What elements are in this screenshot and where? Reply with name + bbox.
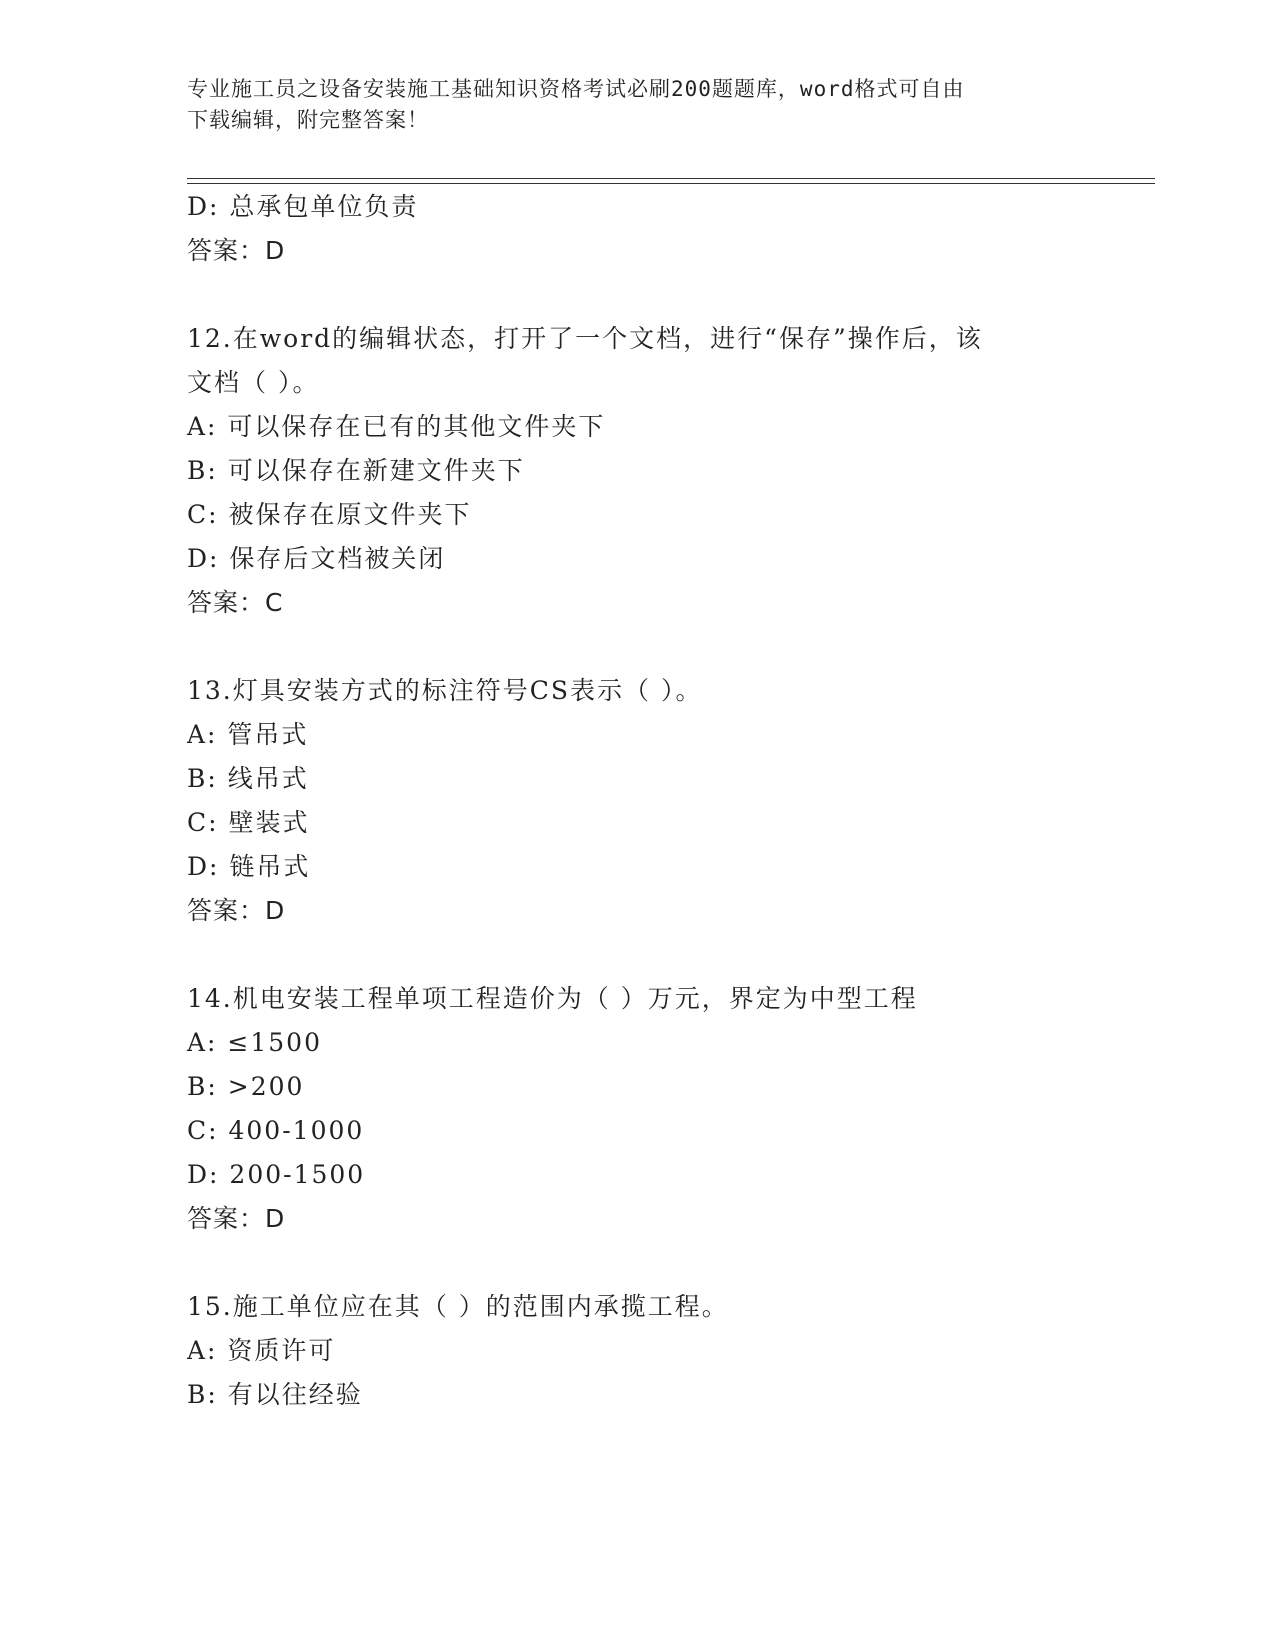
option-b: B: 线吊式 <box>187 764 309 793</box>
answer: 答案：C <box>187 588 284 617</box>
question-stem: 13.灯具安装方式的标注符号CS表示（ ）。 <box>187 676 703 705</box>
question-stem: 14.机电安装工程单项工程造价为（ ）万元，界定为中型工程 <box>187 984 918 1013</box>
answer: 答案：D <box>187 236 286 265</box>
document-header <box>187 74 1087 136</box>
option-b: B: >200 <box>187 1072 305 1101</box>
option-a: A: 资质许可 <box>187 1336 336 1365</box>
header-line-1: 专业施工员之设备安装施工基础知识资格考试必刷200题题库，word格式可自由 <box>187 77 965 101</box>
option-c: C: 400-1000 <box>187 1116 365 1145</box>
header-divider-bottom <box>187 183 1155 184</box>
question-stem-continued: 文档（ ）。 <box>187 368 320 397</box>
option-c: C: 壁装式 <box>187 808 310 837</box>
option-d: D: 200-1500 <box>187 1160 366 1189</box>
option-c: C: 被保存在原文件夹下 <box>187 500 472 529</box>
question-stem: 15.施工单位应在其（ ）的范围内承揽工程。 <box>187 1292 729 1321</box>
option-b: B: 有以往经验 <box>187 1380 363 1409</box>
option-a: A: ≤1500 <box>187 1028 322 1057</box>
option-a: A: 管吊式 <box>187 720 309 749</box>
option-b: B: 可以保存在新建文件夹下 <box>187 456 525 485</box>
answer: 答案：D <box>187 1204 286 1233</box>
option-d: D: 总承包单位负责 <box>187 192 419 221</box>
option-a: A: 可以保存在已有的其他文件夹下 <box>187 412 606 441</box>
option-d: D: 链吊式 <box>187 852 311 881</box>
header-divider-top <box>187 178 1155 179</box>
answer: 答案：D <box>187 896 286 925</box>
option-d: D: 保存后文档被关闭 <box>187 544 446 573</box>
question-stem: 12.在word的编辑状态，打开了一个文档，进行“保存”操作后，该 <box>187 324 983 353</box>
header-line-2: 下载编辑，附完整答案！ <box>187 108 429 132</box>
